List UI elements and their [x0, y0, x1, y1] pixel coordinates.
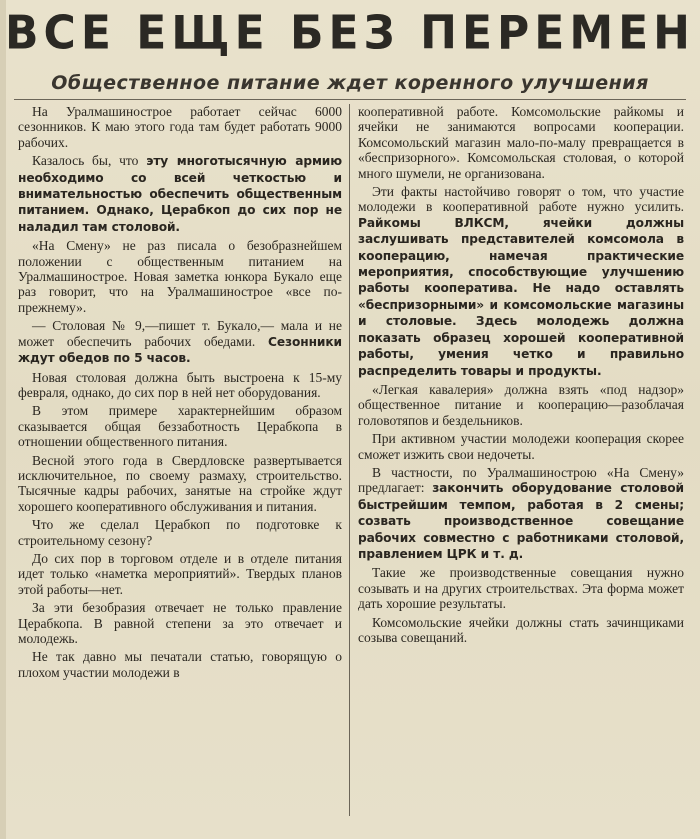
article-paragraph: [358, 184, 684, 379]
article-paragraph: [358, 615, 684, 646]
body-text: Эти факты настойчиво говорят о том, что участие молодежи в кооперативной работе нужно усилить.: [358, 184, 684, 215]
body-text: На Уралмашинострое работает сейчас 6000 сезонников. К маю этого года там будет работать 9000 рабочих.: [18, 104, 342, 150]
body-text: Комсомольские ячейки должны стать зачинщиками созыва совещаний.: [358, 614, 684, 645]
article-paragraph: [358, 465, 684, 562]
article-paragraph: [18, 153, 342, 235]
body-text: Новая столовая должна быть выстроена к 15-му февраля, однако, до сих пор в ней нет оборудования.: [18, 369, 342, 400]
headline: ВСЕ ЕЩЕ БЕЗ ПЕРЕМЕН: [5, 6, 695, 61]
emphasized-text: закончить оборудование столовой быстрейшим темпом, работая в 2 смены; созвать производственное совещание рабочих совместно с работниками столовой, правлением ЦРК и т. д.: [358, 481, 684, 561]
article-paragraph: [18, 649, 342, 680]
article-paragraph: [18, 104, 342, 150]
article-paragraph: [358, 382, 684, 428]
body-text: кооперативной работе. Комсомольские райкомы и ячейки не занимаются вопросами кооперации. Комсомольский магазин мало-по-малу превращается в «беспризорного». Комсомольская столовая, о которой много шумели, не организована.: [358, 104, 684, 181]
body-text: «Легкая кавалерия» должна взять «под надзор» общественное питание и кооперацию—разоблачая головотяпов и бездельников.: [358, 381, 684, 428]
right-column: [358, 104, 684, 648]
article-paragraph: [358, 104, 684, 181]
body-text: За эти безобразия отвечает не только правление Церабкопа. В равной степени за это отвечает и молодежь.: [18, 600, 342, 646]
article-paragraph: [18, 318, 342, 366]
column-divider: [349, 104, 350, 816]
emphasized-text: Райкомы ВЛКСМ, ячейки должны заслушивать представителей комсомола в кооперацию, намечая практические мероприятия, способствующие улучшению работы кооператива. Не надо оставлять «беспризорными» и комсомольские магазины и столовые. Здесь молодежь должна показать образец хорошей кооперативной работы, умения четко и правильно распределить товары и продукты.: [358, 215, 684, 378]
article-paragraph: [358, 431, 684, 462]
subheadline: Общественное питание ждет коренного улучшения: [51, 72, 649, 94]
article-paragraph: [18, 600, 342, 646]
body-text: «На Смену» не раз писала о безобразнейшем положении с общественным питанием на Уралмашинострое. Новая заметка юнкора Букало еще раз говорит, что на Уралмашинострое «все по-прежнему».: [18, 238, 342, 315]
article-paragraph: [18, 517, 342, 548]
emphasized-text: эту многотысячную армию необходимо со всей четкостью и внимательностью обеспечить общественным питанием. Однако, Церабкоп до сих пор не наладил там столовой.: [18, 154, 342, 234]
body-text: При активном участии молодежи кооперация скорее сможет изжить свои недочеты.: [358, 431, 684, 462]
body-text: Весной этого года в Свердловске развертывается исключительное, по своему размаху, строительство. Тысячные кадры рабочих, занятые на стройке ждут хорошего кооперативного обслуживания и питания.: [18, 452, 342, 514]
article-paragraph: [358, 565, 684, 611]
body-text: До сих пор в торговом отделе и в отделе питания идет только «наметка мероприятий». Твердых планов этой работы—нет.: [18, 550, 342, 597]
article-paragraph: [18, 453, 342, 515]
emphasized-text: Сезонники ждут обедов по 5 часов.: [18, 334, 342, 366]
article-paragraph: [18, 403, 342, 449]
body-text: Не так давно мы печатали статью, говорящую о плохом участии молодежи в: [18, 649, 342, 680]
body-text: Такие же производственные совещания нужно созывать и на других строительствах. Эта форма может дать хорошие результаты.: [358, 565, 684, 612]
left-column: [18, 104, 342, 683]
header-rule: [14, 99, 686, 100]
body-text: — Столовая № 9,—пишет т. Букало,— мала и не может обеспечить рабочих обедами.: [18, 318, 342, 349]
article-paragraph: [18, 238, 342, 315]
body-text: Что же сделал Церабкоп по подготовке к строительному сезону?: [18, 517, 342, 548]
article-paragraph: [18, 551, 342, 597]
article-paragraph: [18, 370, 342, 401]
body-text: Казалось бы, что: [32, 153, 147, 169]
body-text: В частности, по Уралмашинострою «На Смену» предлагает:: [358, 464, 684, 496]
body-text: В этом примере характернейшим образом сказывается общая беззаботность Церабкопа в отношении общественного питания.: [18, 403, 342, 450]
page-edge: [0, 0, 6, 839]
